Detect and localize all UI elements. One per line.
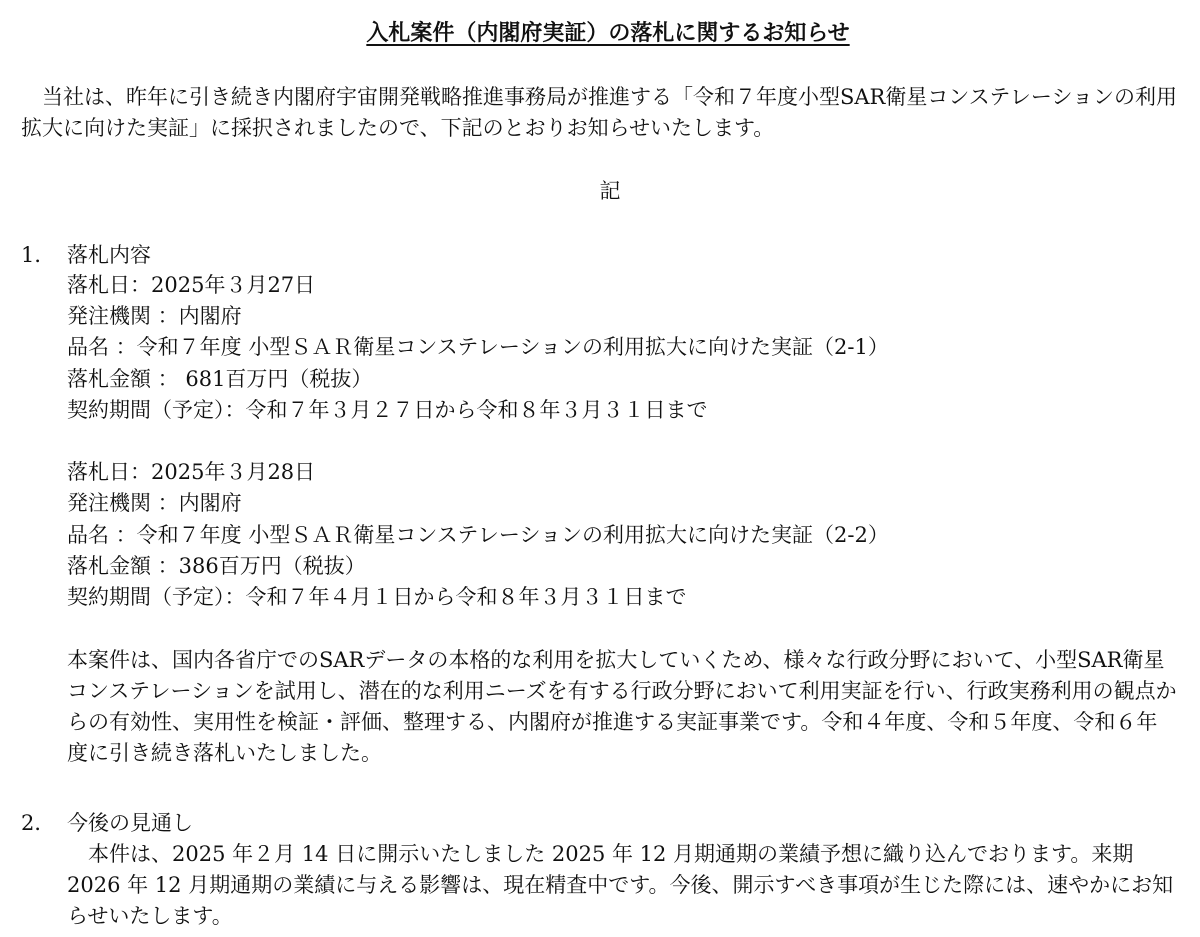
section-1-title: 落札内容 [67,243,151,267]
award-2-amount: 落札金額 ：386百万円（税抜） [67,554,366,578]
award-2-date: 落札日：2025年３月28日 [67,460,316,484]
award-2-agency: 発注機関 ：内閣府 [67,491,242,515]
document-title: 入札案件（内閣府実証）の落札に関するお知らせ [366,20,850,46]
award-1-item: 品名 ：令和７年度 小型ＳＡＲ衛星コンステレーションの利用拡大に向けた実証（2-1） [67,335,889,359]
intro-paragraph: 当社は、昨年に引き続き内閣府宇宙開発戦略推進事務局が推進する「令和７年度小型SAR衛星コンステレーションの利用拡大に向けた実証」に採択されましたので、下記のとおりお知らせいたします。 [21,85,1178,140]
section-2-title: 今後の見通し [67,811,193,835]
section-1-number: 1． [21,243,56,267]
section-1-heading [21,240,151,270]
award-2-period: 契約期間（予定）：令和７年４月１日から令和８年３月３１日まで [67,585,687,609]
section-2-number: 2． [21,811,56,835]
award-1-amount: 落札金額 ： 681百万円（税抜） [67,367,373,391]
section-2-heading [21,808,193,838]
award-2-item: 品名 ：令和７年度 小型ＳＡＲ衛星コンステレーションの利用拡大に向けた実証（2-2） [67,523,889,547]
award-1-date: 落札日：2025年３月27日 [67,273,316,297]
section-1-description: 本案件は、国内各省庁でのSARデータの本格的な利用を拡大していくため、様々な行政分野において、小型SAR衛星コンステレーションを試用し、潜在的な利用ニーズを有する行政分野において利用実証を行い、行政実務利用の観点からの有効性、実用性を検証・評価、整理する、内閣府が推進する実証事業です。令和４年度、令和５年度、令和６年度に引き続き落札いたしました。 [67,648,1177,765]
award-1-agency: 発注機関 ：内閣府 [67,304,242,328]
ki-marker: 記 [599,179,621,203]
award-1-period: 契約期間（予定）：令和７年３月２７日から令和８年３月３１日まで [67,398,708,422]
section-2-body: 本件は、2025 年２月 14 日に開示いたしました 2025 年 12 月期通期の業績予想に織り込んでおります。来期 2026 年 12 月期通期の業績に与える影響は、現在精査中です。今後、開示すべき事項が生じた際には、速やかにお知らせいたします。 [67,842,1174,928]
